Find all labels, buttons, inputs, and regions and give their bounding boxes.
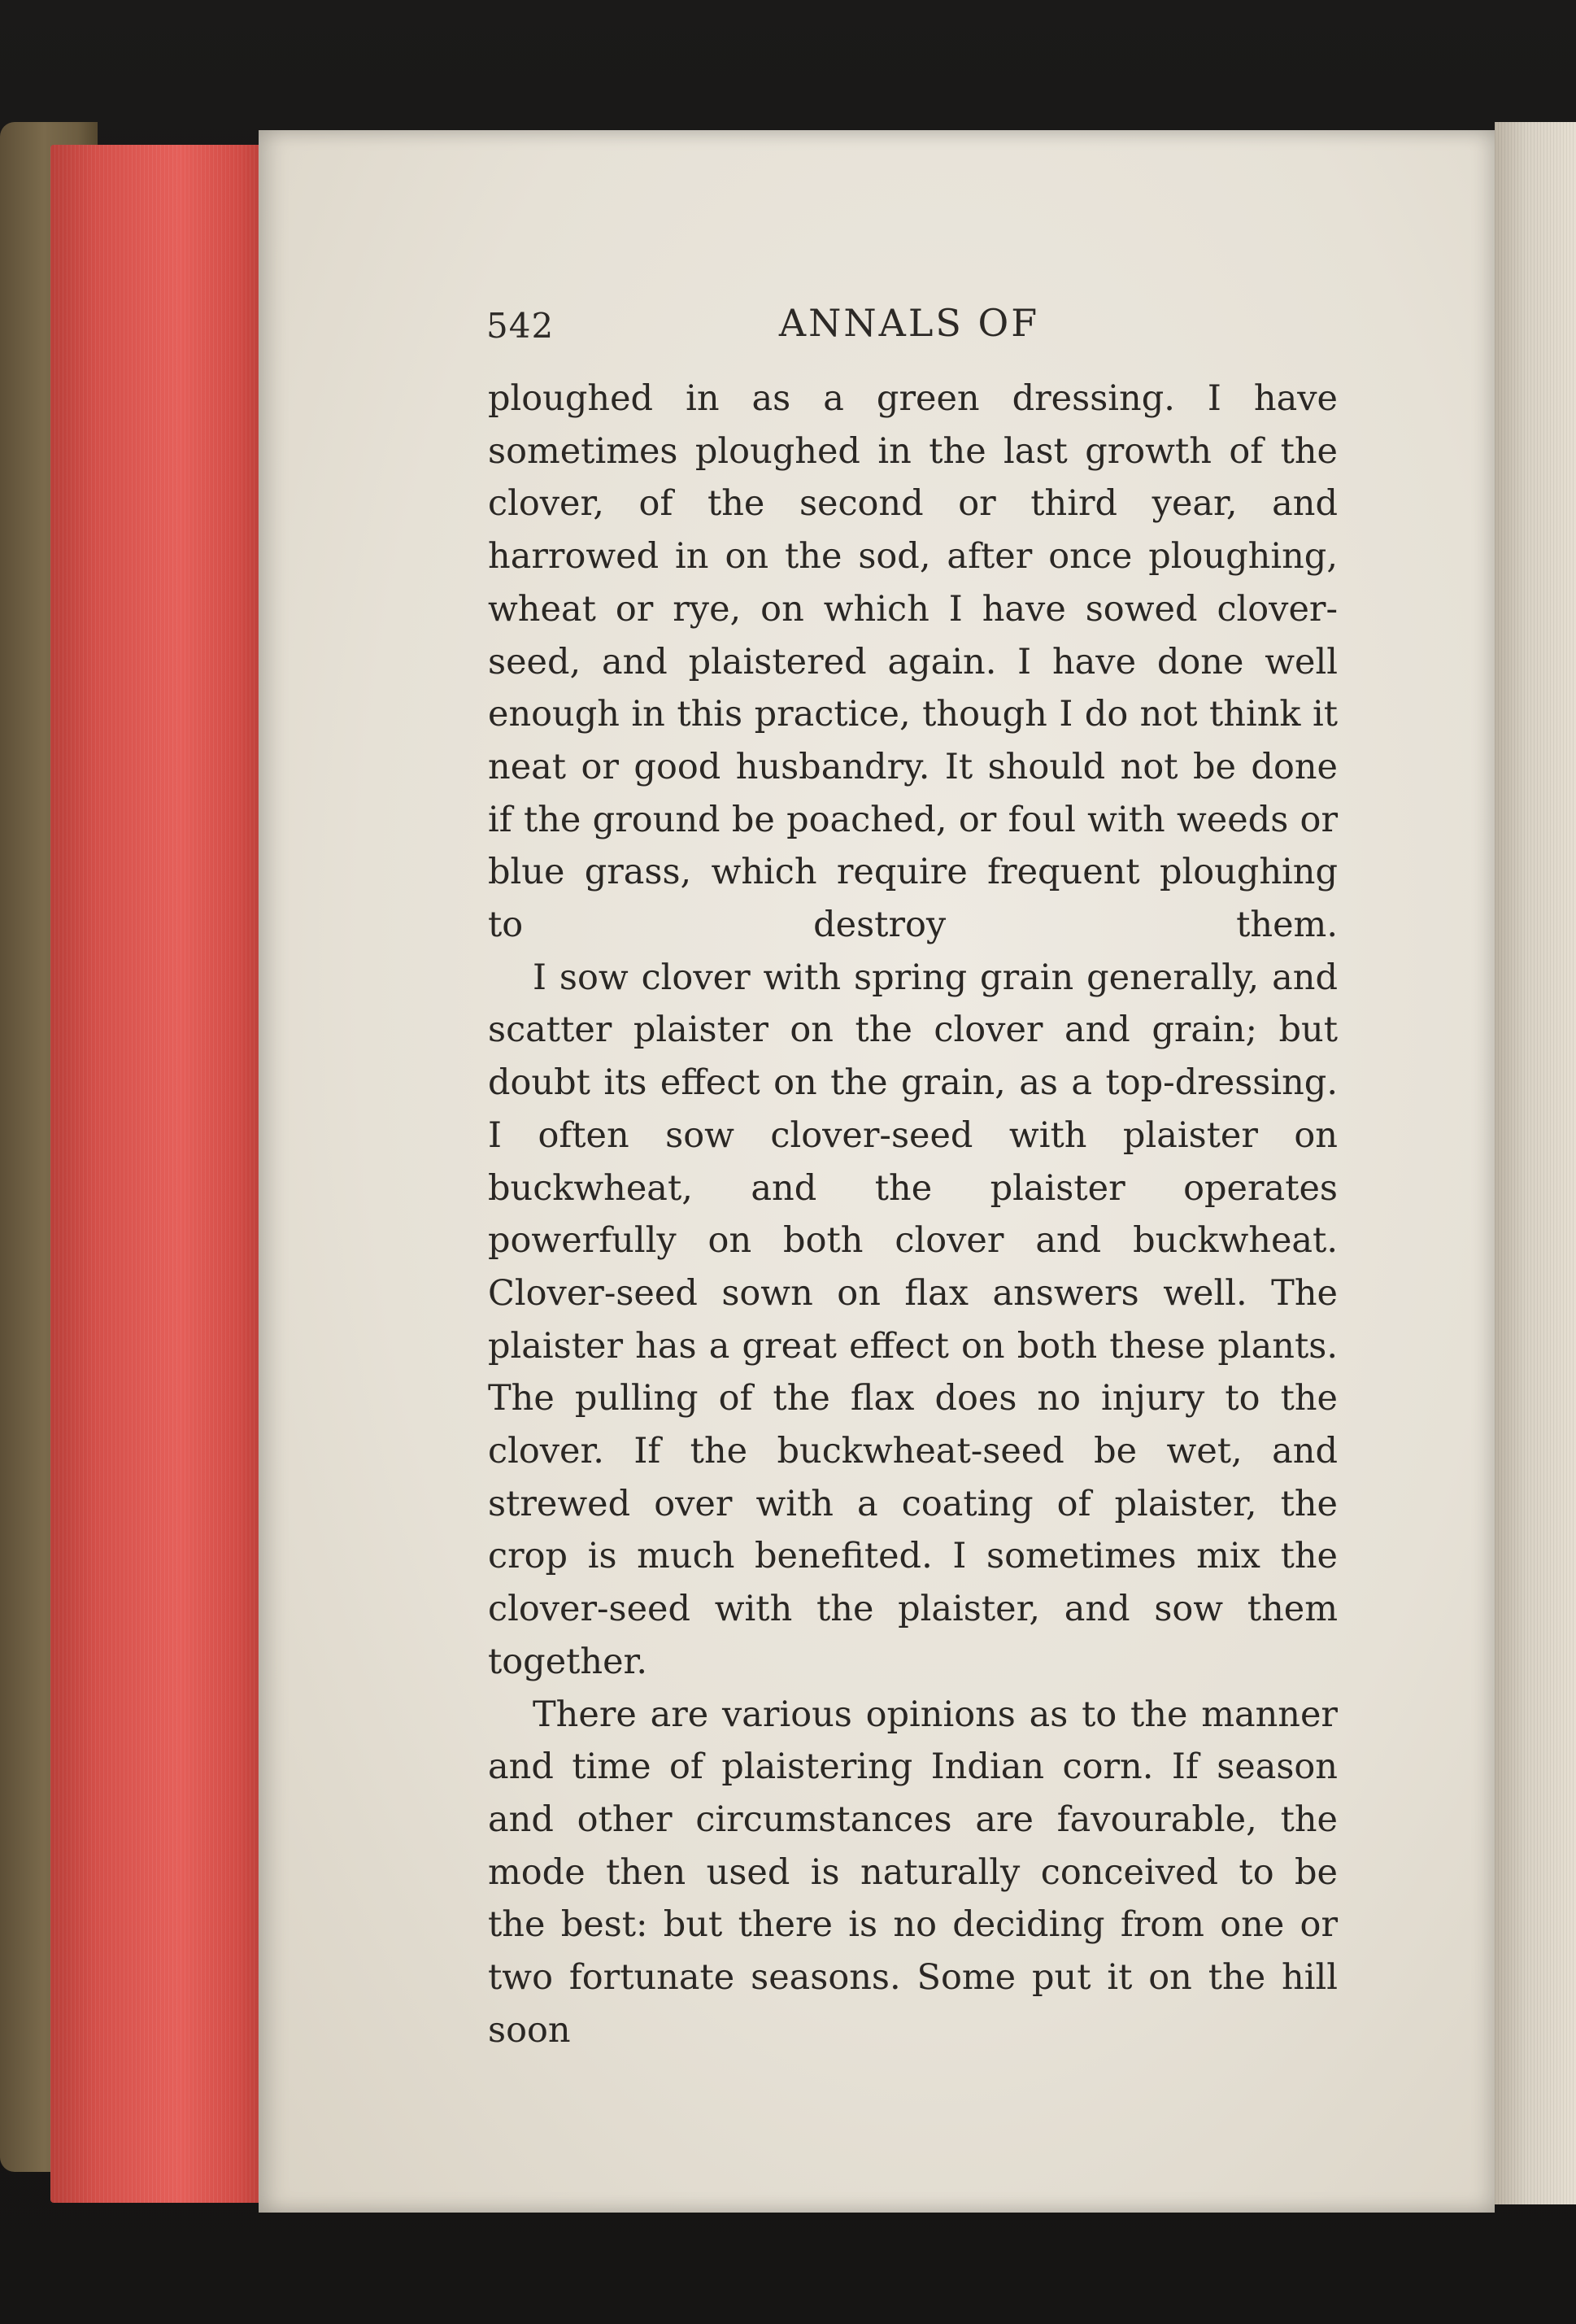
- red-page-edges: [50, 145, 285, 2203]
- page-number: 542: [486, 306, 555, 346]
- running-head: [486, 294, 1332, 360]
- paragraph-indian-corn: There are various opinions as to the manner and time of plaistering Indian corn. If season and other circumstances are favourable, the mode then used is naturally conceived to be the best: but there is no deciding from one or two fortunate seasons. Some put it on the hill soon: [488, 1694, 1338, 2051]
- running-head-title: ANNALS OF: [778, 301, 1040, 345]
- body-text: [488, 373, 1338, 2057]
- paragraph-clover: I sow clover with spring grain generally, and scatter plaister on the clover and grain; but doubt its effect on the grain, as a top-dressing. I often sow clover-seed with plaister on buckwheat, and the plaister operates powerfully on both clover and buckwheat. Clover-seed sown on flax answers well. The plaister has a great effect on both these plants. The pulling of the flax does no injury to the clover. If the buckwheat-seed be wet, and strewed over with a coating of plaister, the crop is much benefited. I sometimes mix the clover-seed with the plaister, and sow them together.: [488, 957, 1338, 1682]
- facing-page-edge: [1495, 122, 1576, 2204]
- paragraph-continued: ploughed in as a green dressing. I have sometimes ploughed in the last growth of the clover, of the second or third year, and harrowed in on the sod, after once ploughing, wheat or rye, on which I have sowed clover-seed, and plaistered again. I have done well enough in this practice, though I do not think it neat or good husbandry. It should not be done if the ground be poached, or foul with weeds or blue grass, which require frequent ploughing to destroy them.: [488, 378, 1338, 946]
